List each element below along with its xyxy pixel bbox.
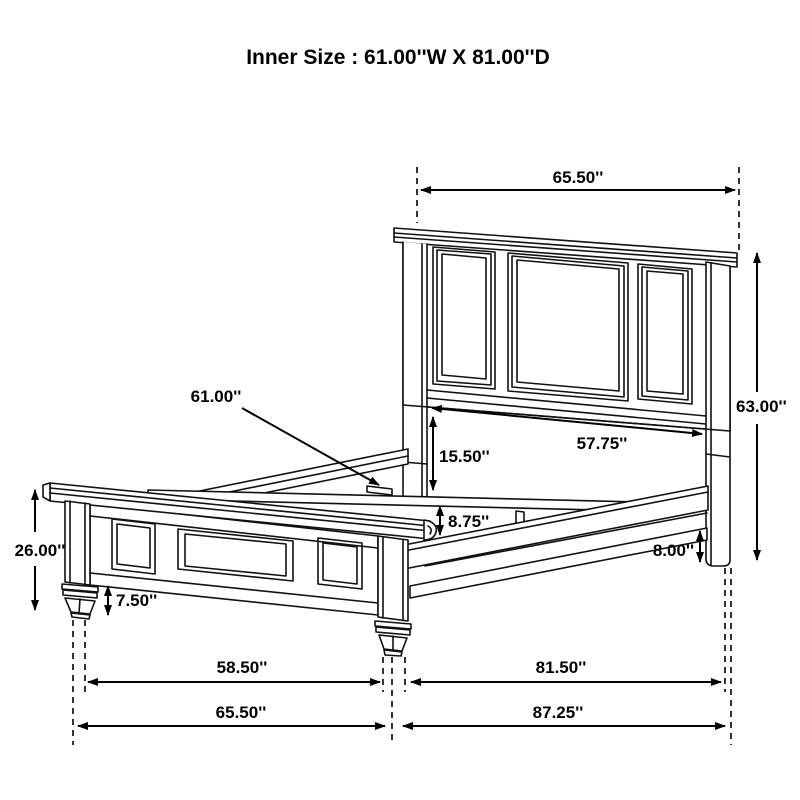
headboard-right-post xyxy=(706,262,730,566)
footboard-right-foot-tip xyxy=(384,650,402,656)
dim-headboard-inner-width-label: 57.75'' xyxy=(576,434,628,453)
footboard-cap-left-tip xyxy=(43,483,50,501)
dim-footboard-height-label: 26.00'' xyxy=(14,541,66,560)
dim-slat-height-label: 8.75'' xyxy=(448,512,490,531)
dim-headboard-lower-height-label: 15.50'' xyxy=(439,447,490,466)
dim-side-rail-length-label: 81.50'' xyxy=(535,658,587,677)
dim-footboard-inner-width-label: 58.50'' xyxy=(216,658,268,677)
dim-rail-bottom-height-label: 8.00'' xyxy=(652,541,694,560)
footboard-left-foot-cup-line xyxy=(79,599,80,613)
dim-headboard-height-label: 63.00'' xyxy=(736,397,787,416)
footboard-left-post xyxy=(65,501,90,585)
dim-overall-depth-label: 87.25'' xyxy=(532,703,584,722)
dim-inner-width-label: 61.00'' xyxy=(190,387,242,406)
dim-footboard-leg-label: 7.50'' xyxy=(116,591,158,610)
page-title: Inner Size : 61.00''W X 81.00''D xyxy=(246,46,550,69)
dim-headboard-width-label: 65.50'' xyxy=(552,168,604,187)
dim-footboard-width-label: 65.50'' xyxy=(215,703,267,722)
